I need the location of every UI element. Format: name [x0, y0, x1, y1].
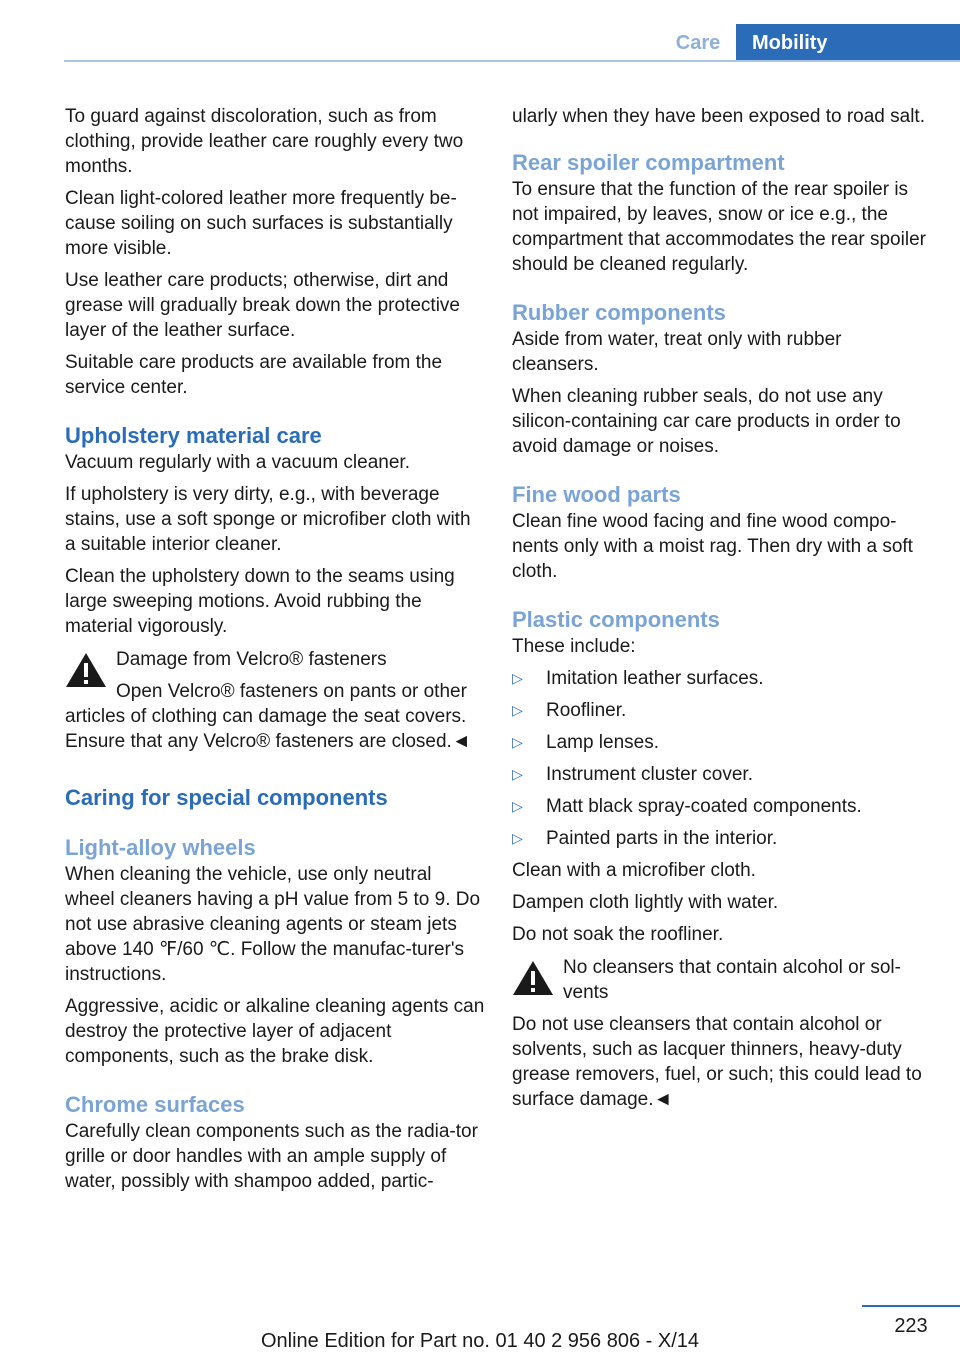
- spoiler-heading: Rear spoiler compartment: [512, 150, 785, 175]
- cleanser-warning-title: No cleansers that contain alcohol or sol‐vents: [563, 957, 901, 1003]
- rubber-heading: Rubber components: [512, 300, 726, 325]
- list-item: ▷ Lamp lenses.: [512, 732, 660, 753]
- upholstery-paragraph-3: Clean the upholstery down to the seams using large sweeping motions. Avoid rubbing the material vigorously.: [65, 566, 455, 637]
- plastic-heading: Plastic components: [512, 607, 720, 632]
- wood-heading: Fine wood parts: [512, 482, 681, 507]
- velcro-warning-body: Open Velcro® fasteners on pants or other articles of clothing can damage the seat covers. Ensure that any Velcro® fasteners are closed.◄: [65, 681, 471, 752]
- alloy-wheels-heading: Light-alloy wheels: [65, 835, 256, 860]
- bullet-triangle-icon: ▷: [512, 830, 523, 846]
- bullet-triangle-icon: ▷: [512, 670, 523, 686]
- chrome-heading: Chrome surfaces: [65, 1092, 245, 1117]
- warning-triangle-icon: [512, 959, 554, 997]
- upholstery-paragraph-1: Vacuum regularly with a vacuum cleaner.: [65, 452, 410, 473]
- rubber-paragraph-1: Aside from water, treat only with rubber cleansers.: [512, 329, 842, 375]
- upholstery-paragraph-2: If upholstery is very dirty, e.g., with beverage stains, use a soft sponge or microfiber cloth with a suitable interior cleaner.: [65, 484, 471, 555]
- alloy-paragraph-1: When cleaning the vehicle, use only neutral wheel cleaners having a pH value from 5 to 9. Do not use abrasive cleaning agents or steam jets above 140 ℉/60 ℃. Follow the manufac‐turer's instructions.: [65, 864, 481, 985]
- rubber-paragraph-2: When cleaning rubber seals, do not use any silicon-containing car care products in order to avoid damage or noises.: [512, 386, 901, 457]
- alloy-paragraph-2: Aggressive, acidic or alkaline cleaning agents can destroy the protective layer of adjacent components, such as the brake disk.: [65, 996, 485, 1067]
- leather-paragraph-3: Use leather care products; otherwise, dirt and grease will gradually break down the protective layer of the leather surface.: [65, 270, 460, 341]
- chrome-paragraph-continued: ularly when they have been exposed to road salt.: [512, 106, 925, 127]
- list-item: ▷ Roofliner.: [512, 700, 627, 721]
- upholstery-heading: Upholstery material care: [65, 423, 322, 448]
- velcro-warning: [65, 647, 485, 754]
- leather-paragraph-2: Clean light-colored leather more frequently be‐cause soiling on such surfaces is substantially more visible.: [65, 188, 457, 259]
- plastic-paragraph-2: Dampen cloth lightly with water.: [512, 892, 779, 913]
- list-item: ▷ Painted parts in the interior.: [512, 828, 778, 849]
- bullet-triangle-icon: ▷: [512, 734, 523, 750]
- wood-paragraph-1: Clean fine wood facing and fine wood compo‐nents only with a moist rag. Then dry with a soft cloth.: [512, 511, 913, 582]
- page-number-rule: [862, 1305, 960, 1307]
- list-item: ▷ Instrument cluster cover.: [512, 764, 753, 785]
- leather-paragraph-1: To guard against discoloration, such as from clothing, provide leather care roughly every two months.: [65, 106, 464, 177]
- leather-paragraph-4: Suitable care products are available from the service center.: [65, 352, 443, 398]
- velcro-warning-title: Damage from Velcro® fasteners: [116, 649, 387, 670]
- special-components-heading: Caring for special components: [65, 785, 388, 810]
- edition-footer: Online Edition for Part no. 01 40 2 956 806 - X/14: [260, 1330, 700, 1352]
- plastic-paragraph-1: Clean with a microfiber cloth.: [512, 860, 756, 881]
- bullet-triangle-icon: ▷: [512, 798, 523, 814]
- right-column: [512, 104, 932, 1119]
- tab-care: Care: [675, 32, 721, 54]
- bullet-triangle-icon: ▷: [512, 702, 523, 718]
- page-number: 223: [894, 1315, 928, 1337]
- bullet-triangle-icon: ▷: [512, 766, 523, 782]
- list-item: ▷ Imitation leather surfaces.: [512, 668, 764, 689]
- plastic-intro: These include:: [512, 636, 636, 657]
- warning-triangle-icon: [65, 651, 107, 689]
- header-rule: [64, 60, 960, 62]
- cleanser-warning-body: Do not use cleansers that contain alcohol or solvents, such as lacquer thinners, heavy-duty grease removers, fuel, or such; this could lead to surface damage.◄: [512, 1014, 922, 1110]
- tab-mobility: Mobility: [736, 24, 960, 60]
- plastic-list: [512, 666, 932, 851]
- cleanser-warning: [512, 955, 932, 1112]
- chrome-paragraph-1: Carefully clean components such as the radia‐tor grille or door handles with an ample supply of water, possibly with shampoo added, partic‐: [65, 1121, 478, 1192]
- spoiler-paragraph-1: To ensure that the function of the rear spoiler is not impaired, by leaves, snow or ice e.g., the compartment that accommodates the rear spoiler should be cleaned regularly.: [512, 179, 926, 275]
- left-column: [65, 104, 485, 1201]
- plastic-paragraph-3: Do not soak the roofliner.: [512, 924, 724, 945]
- list-item: ▷ Matt black spray-coated components.: [512, 796, 862, 817]
